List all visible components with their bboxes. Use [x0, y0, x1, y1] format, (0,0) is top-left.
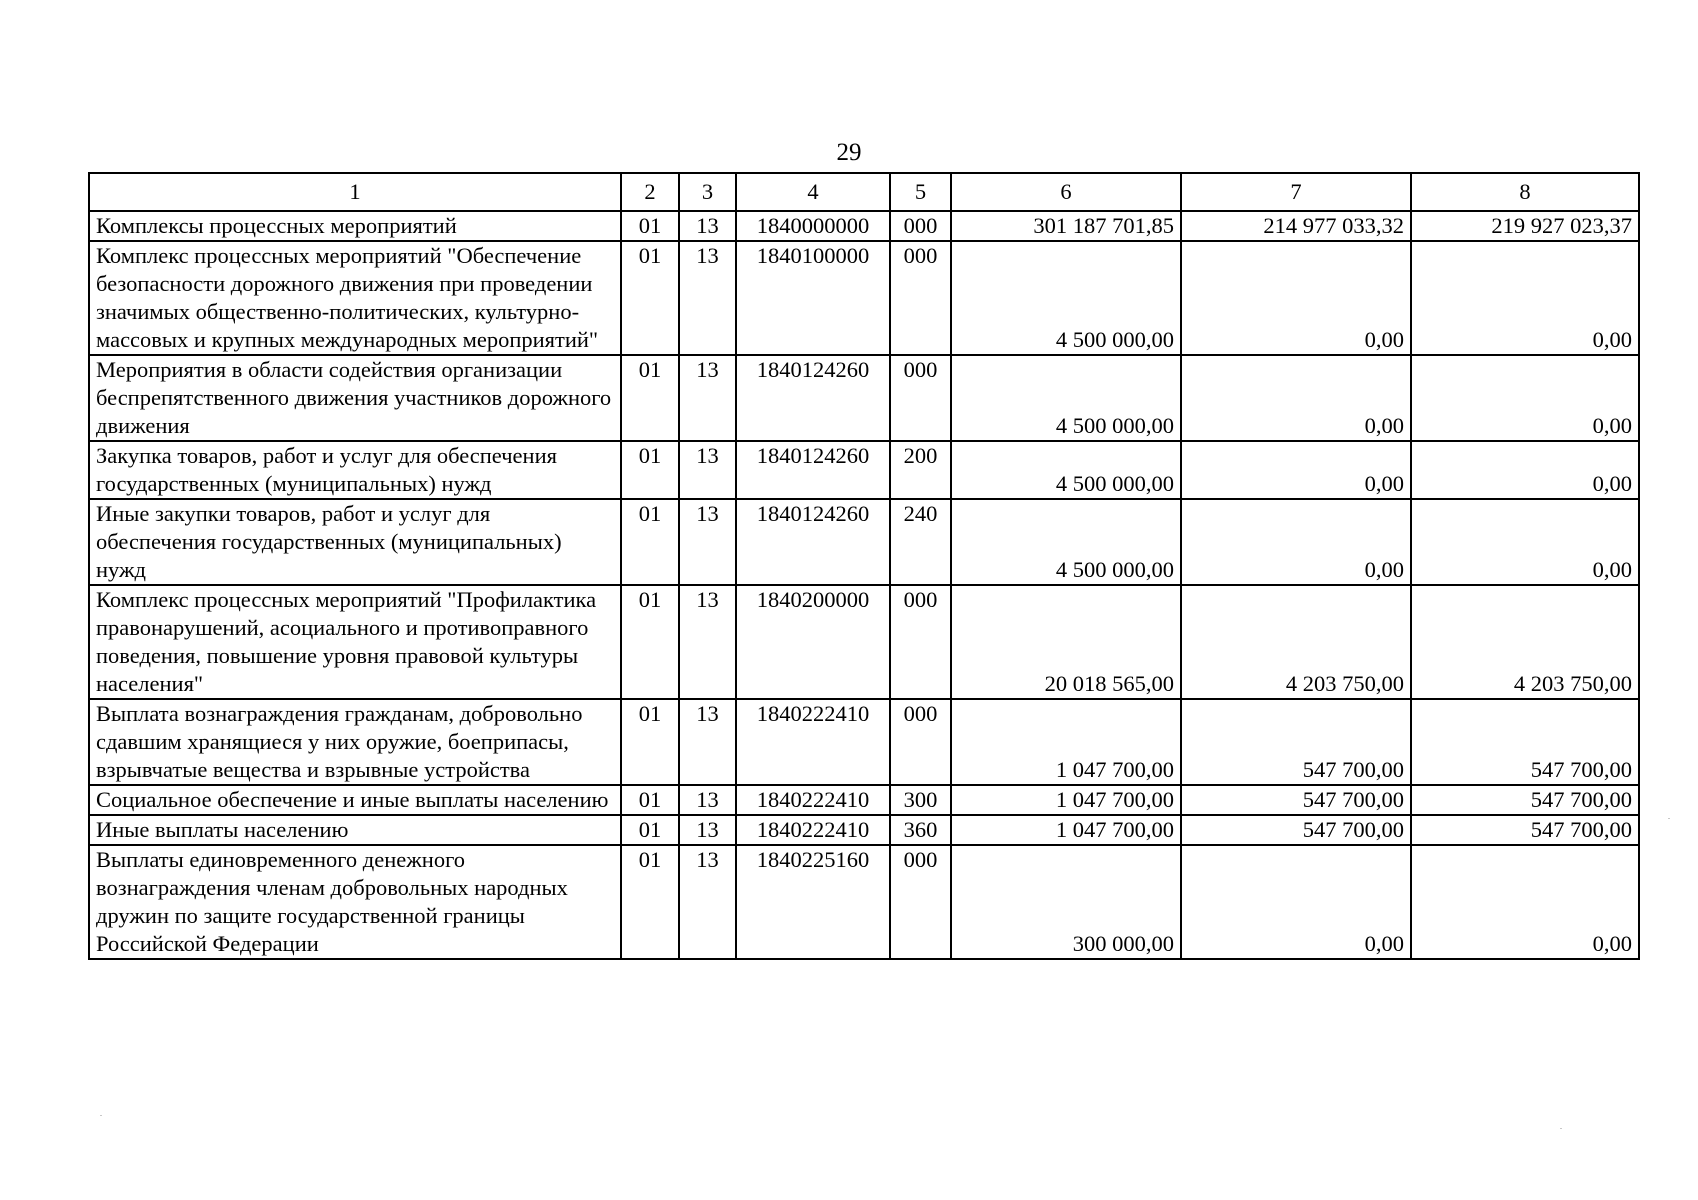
page-number: 29 [836, 139, 862, 166]
row-name: Выплата вознаграждения гражданам, добровольно сдавшим хранящиеся у них оружие, боеприпасы, взрывчатые вещества и взрывные устройства [89, 699, 621, 785]
amount-col-7: 547 700,00 [1181, 785, 1411, 815]
amount-col-6: 4 500 000,00 [951, 441, 1181, 499]
code-section: 01 [621, 815, 679, 845]
code-subsection: 13 [679, 211, 736, 241]
column-header: 3 [679, 173, 736, 211]
amount-col-8: 0,00 [1411, 441, 1639, 499]
code-expense-type: 000 [890, 355, 951, 441]
code-target-article: 1840200000 [736, 585, 890, 699]
row-name: Социальное обеспечение и иные выплаты населению [89, 785, 621, 815]
code-section: 01 [621, 699, 679, 785]
amount-col-6: 20 018 565,00 [951, 585, 1181, 699]
row-name: Выплаты единовременного денежного вознаграждения членам добровольных народных дружин по защите государственной границы Российской Федерации [89, 845, 621, 959]
code-subsection: 13 [679, 499, 736, 585]
code-subsection: 13 [679, 845, 736, 959]
amount-col-6: 1 047 700,00 [951, 785, 1181, 815]
code-expense-type: 300 [890, 785, 951, 815]
code-subsection: 13 [679, 699, 736, 785]
code-target-article: 1840222410 [736, 785, 890, 815]
amount-col-6: 1 047 700,00 [951, 815, 1181, 845]
code-subsection: 13 [679, 241, 736, 355]
code-subsection: 13 [679, 785, 736, 815]
column-header: 1 [89, 173, 621, 211]
table-row [89, 441, 1639, 499]
amount-col-6: 4 500 000,00 [951, 241, 1181, 355]
amount-col-6: 4 500 000,00 [951, 355, 1181, 441]
code-target-article: 1840222410 [736, 699, 890, 785]
column-header: 8 [1411, 173, 1639, 211]
code-section: 01 [621, 845, 679, 959]
amount-col-7: 4 203 750,00 [1181, 585, 1411, 699]
amount-col-7: 547 700,00 [1181, 815, 1411, 845]
code-subsection: 13 [679, 441, 736, 499]
table-row [89, 585, 1639, 699]
code-section: 01 [621, 241, 679, 355]
amount-col-8: 0,00 [1411, 355, 1639, 441]
code-expense-type: 000 [890, 845, 951, 959]
code-target-article: 1840124260 [736, 499, 890, 585]
row-name: Комплексы процессных мероприятий [89, 211, 621, 241]
column-header: 2 [621, 173, 679, 211]
code-target-article: 1840225160 [736, 845, 890, 959]
table-row [89, 241, 1639, 355]
amount-col-6: 1 047 700,00 [951, 699, 1181, 785]
code-target-article: 1840222410 [736, 815, 890, 845]
amount-col-7: 0,00 [1181, 355, 1411, 441]
table-row [89, 211, 1639, 241]
table-row [89, 699, 1639, 785]
scan-speck [100, 1115, 102, 1116]
amount-col-7: 0,00 [1181, 499, 1411, 585]
code-expense-type: 200 [890, 441, 951, 499]
amount-col-6: 301 187 701,85 [951, 211, 1181, 241]
column-header: 6 [951, 173, 1181, 211]
code-section: 01 [621, 355, 679, 441]
code-expense-type: 000 [890, 211, 951, 241]
amount-col-8: 4 203 750,00 [1411, 585, 1639, 699]
amount-col-6: 300 000,00 [951, 845, 1181, 959]
code-section: 01 [621, 785, 679, 815]
code-expense-type: 000 [890, 241, 951, 355]
scan-speck [1560, 1128, 1562, 1129]
code-target-article: 1840000000 [736, 211, 890, 241]
column-header: 4 [736, 173, 890, 211]
amount-col-8: 547 700,00 [1411, 699, 1639, 785]
amount-col-8: 0,00 [1411, 499, 1639, 585]
amount-col-7: 0,00 [1181, 845, 1411, 959]
amount-col-7: 547 700,00 [1181, 699, 1411, 785]
column-header: 7 [1181, 173, 1411, 211]
amount-col-7: 0,00 [1181, 241, 1411, 355]
code-expense-type: 000 [890, 585, 951, 699]
code-expense-type: 360 [890, 815, 951, 845]
code-section: 01 [621, 441, 679, 499]
budget-table [88, 172, 1640, 960]
code-expense-type: 000 [890, 699, 951, 785]
amount-col-8: 0,00 [1411, 845, 1639, 959]
table-row [89, 355, 1639, 441]
amount-col-8: 0,00 [1411, 241, 1639, 355]
scan-speck [1668, 818, 1670, 819]
code-section: 01 [621, 585, 679, 699]
row-name: Мероприятия в области содействия организации беспрепятственного движения участников дорожного движения [89, 355, 621, 441]
amount-col-6: 4 500 000,00 [951, 499, 1181, 585]
row-name: Комплекс процессных мероприятий "Обеспечение безопасности дорожного движения при проведении значимых общественно-политических, культурно-массовых и крупных международных мероприятий" [89, 241, 621, 355]
table-row [89, 815, 1639, 845]
code-expense-type: 240 [890, 499, 951, 585]
amount-col-7: 214 977 033,32 [1181, 211, 1411, 241]
column-header: 5 [890, 173, 951, 211]
code-section: 01 [621, 499, 679, 585]
code-target-article: 1840124260 [736, 355, 890, 441]
row-name: Комплекс процессных мероприятий "Профилактика правонарушений, асоциального и противоправного поведения, повышение уровня правовой культуры населения" [89, 585, 621, 699]
amount-col-8: 547 700,00 [1411, 785, 1639, 815]
row-name: Иные выплаты населению [89, 815, 621, 845]
header-row [89, 173, 1639, 211]
amount-col-8: 547 700,00 [1411, 815, 1639, 845]
code-subsection: 13 [679, 815, 736, 845]
code-section: 01 [621, 211, 679, 241]
table-row [89, 845, 1639, 959]
table-row [89, 499, 1639, 585]
amount-col-8: 219 927 023,37 [1411, 211, 1639, 241]
row-name: Иные закупки товаров, работ и услуг для обеспечения государственных (муниципальных) нужд [89, 499, 621, 585]
row-name: Закупка товаров, работ и услуг для обеспечения государственных (муниципальных) нужд [89, 441, 621, 499]
table-row [89, 785, 1639, 815]
code-subsection: 13 [679, 585, 736, 699]
code-subsection: 13 [679, 355, 736, 441]
code-target-article: 1840124260 [736, 441, 890, 499]
amount-col-7: 0,00 [1181, 441, 1411, 499]
code-target-article: 1840100000 [736, 241, 890, 355]
